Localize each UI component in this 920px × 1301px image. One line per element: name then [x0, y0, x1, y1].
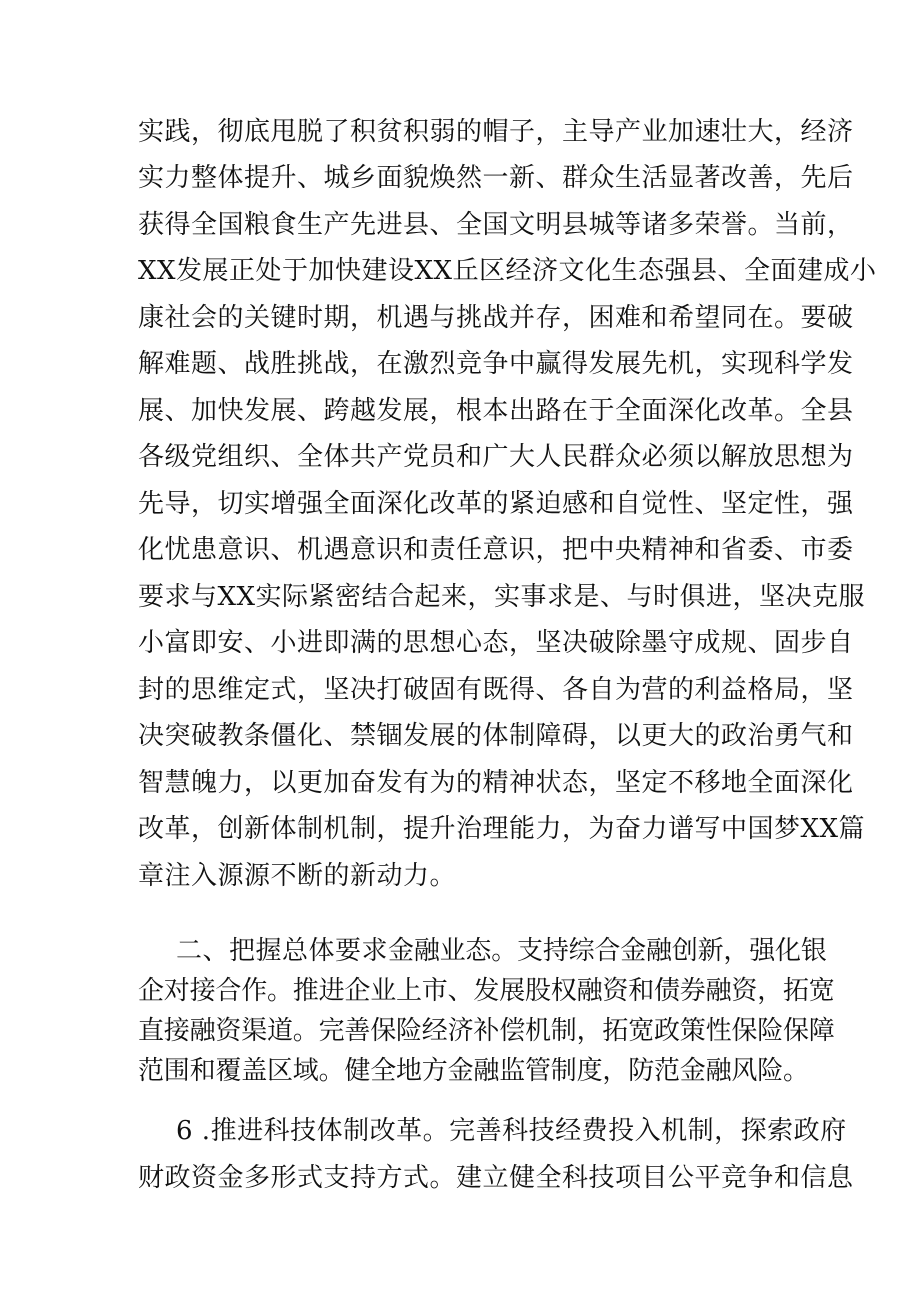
paragraph-line: 先导，切实增强全面深化改革的紧迫感和自觉性、坚定性，强	[138, 489, 854, 519]
section-heading: 二、把握总体要求	[176, 936, 389, 966]
paragraph-line: 实力整体提升、城乡面貌焕然一新、群众生活显著改善，先后	[138, 163, 854, 193]
section-first-line	[176, 935, 827, 967]
paragraph-line: 康社会的关键时期，机遇与挑战并存，困难和希望同在。要破	[138, 303, 854, 333]
paragraph-line: 智慧魄力，以更加奋发有为的精神状态，坚定不移地全面深化	[138, 768, 854, 798]
paragraph-line: 各级党组织、全体共产党员和广大人民群众必须以解放思想为	[138, 442, 854, 472]
paragraph-line: 展、加快发展、跨越发展，根本出路在于全面深化改革。全县	[138, 396, 854, 426]
paragraph-line: 解难题、战胜挑战，在激烈竞争中赢得发展先机，实现科学发	[138, 349, 854, 379]
paragraph-line: 小富即安、小进即满的思想心态，坚决破除墨守成规、固步自	[138, 628, 854, 658]
paragraph-line: 改革，创新体制机制，提升治理能力，为奋力谱写中国梦XX篇	[138, 814, 866, 844]
paragraph-line: 章注入源源不断的新动力。	[138, 861, 457, 891]
section-line: 直接融资渠道。完善保险经济补偿机制，拓宽政策性保险保障	[138, 1016, 835, 1046]
paragraph-line: XX发展正处于加快建设XX丘区经济文化生态强县、全面建成小	[138, 256, 877, 286]
paragraph-line: 决突破教条僵化、禁锢发展的体制障碍，以更大的政治勇气和	[138, 721, 854, 751]
section-line: 企对接合作。推进企业上市、发展股权融资和债券融资，拓宽	[138, 976, 835, 1006]
paragraph-line: 要求与XX实际紧密结合起来，实事求是、与时俱进，坚决克服	[138, 582, 866, 612]
paragraph-line: 获得全国粮食生产先进县、全国文明县城等诸多荣誉。当前，	[138, 210, 854, 240]
item-line: 财政资金多形式支持方式。建立健全科技项目公平竞争和信息	[138, 1163, 854, 1193]
item-line: 6 .推进科技体制改革。完善科技经费投入机制，探索政府	[176, 1116, 847, 1146]
paragraph-line: 实践，彻底甩脱了积贫积弱的帽子，主导产业加速壮大，经济	[138, 117, 854, 147]
section-line: 范围和覆盖区域。健全地方金融监管制度，防范金融风险。	[138, 1056, 809, 1086]
paragraph-line: 化忧患意识、机遇意识和责任意识，把中央精神和省委、市委	[138, 535, 854, 565]
section-first-line-text: 金融业态。支持综合金融创新，强化银	[388, 936, 827, 966]
paragraph-line: 封的思维定式，坚决打破固有既得、各自为营的利益格局，坚	[138, 675, 854, 705]
